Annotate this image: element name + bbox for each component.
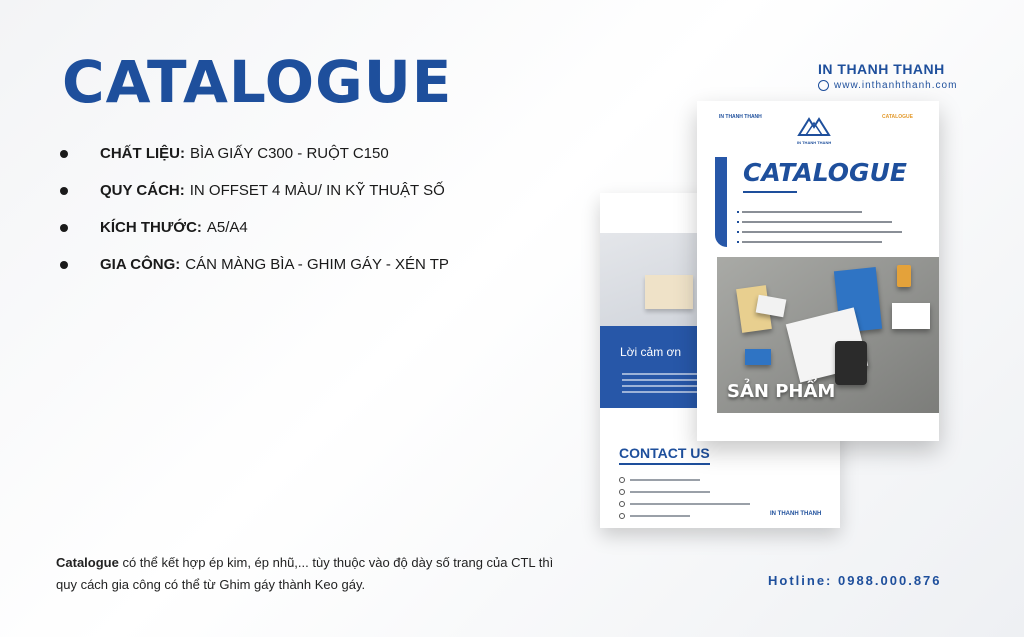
text-line bbox=[742, 211, 862, 213]
card-blue bbox=[745, 349, 771, 365]
page-title: CATALOGUE bbox=[62, 48, 453, 116]
spec-list bbox=[60, 135, 449, 283]
hotline: Hotline: 0988.000.876 bbox=[768, 573, 942, 588]
phone bbox=[835, 341, 867, 385]
spec-item bbox=[60, 172, 449, 209]
contact-row bbox=[619, 489, 710, 495]
spec-value: CÁN MÀNG BÌA - GHIM GÁY - XÉN TP bbox=[185, 256, 449, 273]
bullet-icon bbox=[737, 211, 739, 213]
spec-value: A5/A4 bbox=[206, 219, 248, 236]
globe-icon bbox=[619, 513, 625, 519]
front-bullet bbox=[737, 211, 862, 213]
text-line bbox=[742, 231, 902, 233]
text-line bbox=[630, 515, 690, 517]
catalogue-front-mockup bbox=[697, 101, 939, 441]
back-thanks-title: Lời cảm ơn bbox=[620, 345, 682, 359]
bullet-icon bbox=[60, 150, 68, 158]
logo-text: IN THANH THANH bbox=[797, 140, 832, 145]
website-text: www.inthanhthanh.com bbox=[834, 80, 958, 91]
front-bullet bbox=[737, 231, 902, 233]
location-icon bbox=[619, 501, 625, 507]
front-products-label: SẢN PHẨM bbox=[727, 381, 836, 402]
back-contact-title: CONTACT US bbox=[619, 445, 710, 465]
front-small-label: CATALOGUE bbox=[882, 114, 913, 120]
spec-item bbox=[60, 209, 449, 246]
brand-website[interactable] bbox=[818, 80, 957, 91]
front-bullet bbox=[737, 221, 892, 223]
front-brand: IN THANH THANH bbox=[719, 114, 762, 120]
front-bullet bbox=[737, 241, 882, 243]
envelope bbox=[892, 303, 930, 329]
description-note bbox=[56, 552, 576, 596]
bullet-icon bbox=[60, 261, 68, 269]
title-underline bbox=[743, 191, 797, 193]
globe-icon bbox=[818, 80, 829, 91]
back-brand: IN THANH THANH bbox=[770, 511, 822, 517]
contact-row bbox=[619, 477, 700, 483]
bullet-icon bbox=[60, 224, 68, 232]
spec-label: CHẤT LIỆU: bbox=[100, 145, 185, 162]
spec-value: IN OFFSET 4 MÀU/ IN KỸ THUẬT SỐ bbox=[189, 182, 445, 199]
bullet-icon bbox=[737, 231, 739, 233]
contact-row bbox=[619, 513, 690, 519]
mail-icon bbox=[619, 489, 625, 495]
note-text: có thể kết hợp ép kim, ép nhũ,... tùy thuộc vào độ dày số trang của CTL thì quy cách gia công có thể từ Ghim gáy thành Keo gáy. bbox=[56, 555, 554, 592]
bullet-icon bbox=[737, 221, 739, 223]
brand-name: IN THANH THANH bbox=[818, 61, 945, 77]
spec-label: QUY CÁCH: bbox=[100, 182, 185, 199]
text-line bbox=[742, 221, 892, 223]
spec-item bbox=[60, 135, 449, 172]
blue-stripe bbox=[715, 157, 727, 247]
spec-item bbox=[60, 246, 449, 283]
spec-label: GIA CÔNG: bbox=[100, 256, 181, 273]
box-image bbox=[645, 275, 693, 309]
spec-value: BÌA GIẤY C300 - RUỘT C150 bbox=[190, 145, 389, 162]
spec-label: KÍCH THƯỚC: bbox=[100, 219, 202, 236]
logo-icon bbox=[797, 115, 831, 137]
text-line bbox=[630, 491, 710, 493]
badge bbox=[897, 265, 911, 287]
text-line bbox=[630, 503, 750, 505]
text-line bbox=[742, 241, 882, 243]
front-title: CATALOGUE bbox=[743, 158, 907, 187]
bullet-icon bbox=[60, 187, 68, 195]
note-bold: Catalogue bbox=[56, 555, 119, 570]
contact-row bbox=[619, 501, 750, 507]
phone-icon bbox=[619, 477, 625, 483]
bullet-icon bbox=[737, 241, 739, 243]
text-line bbox=[630, 479, 700, 481]
